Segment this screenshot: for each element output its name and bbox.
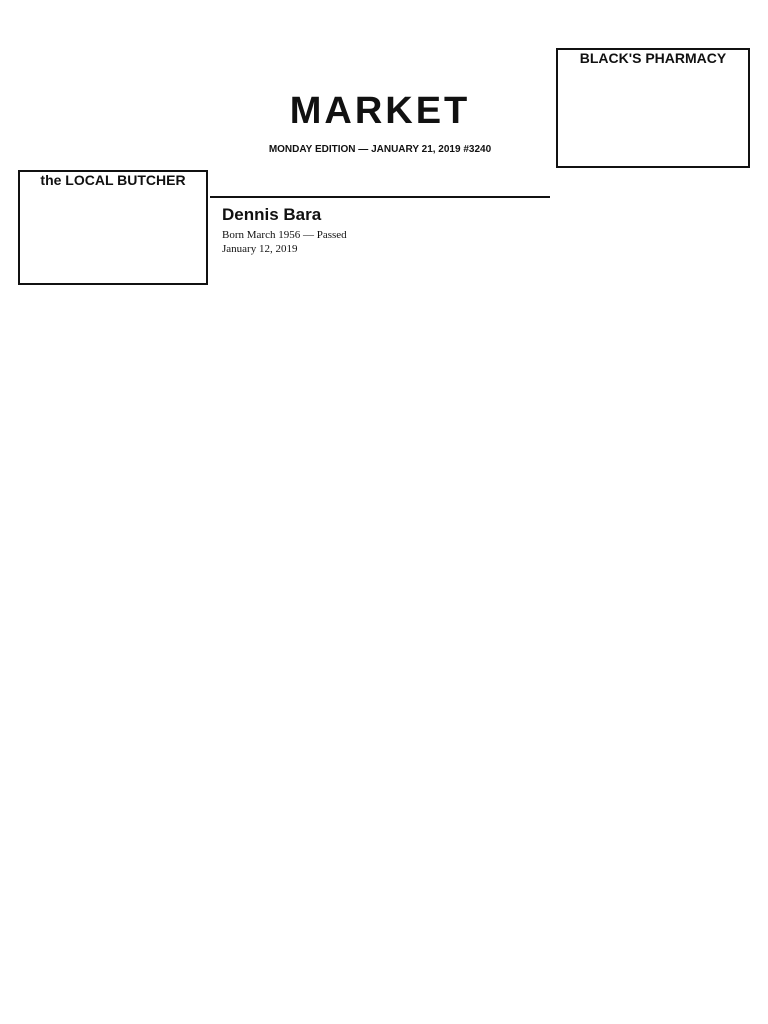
left-ad-title: the LOCAL BUTCHER [40,172,186,188]
edition-line: MONDAY EDITION — JANUARY 21, 2019 #3240 [268,144,492,155]
lead-body: Born March 1956 — Passed January 12, 2019 [222,229,347,255]
masthead [210,18,550,198]
lead-headline: Dennis Bara [222,205,322,224]
masthead-title: MARKET [289,90,471,132]
left-ad [18,170,208,285]
right-ad [556,48,750,168]
right-ad-title: BLACK'S PHARMACY [579,50,727,66]
lead-article [222,205,382,257]
